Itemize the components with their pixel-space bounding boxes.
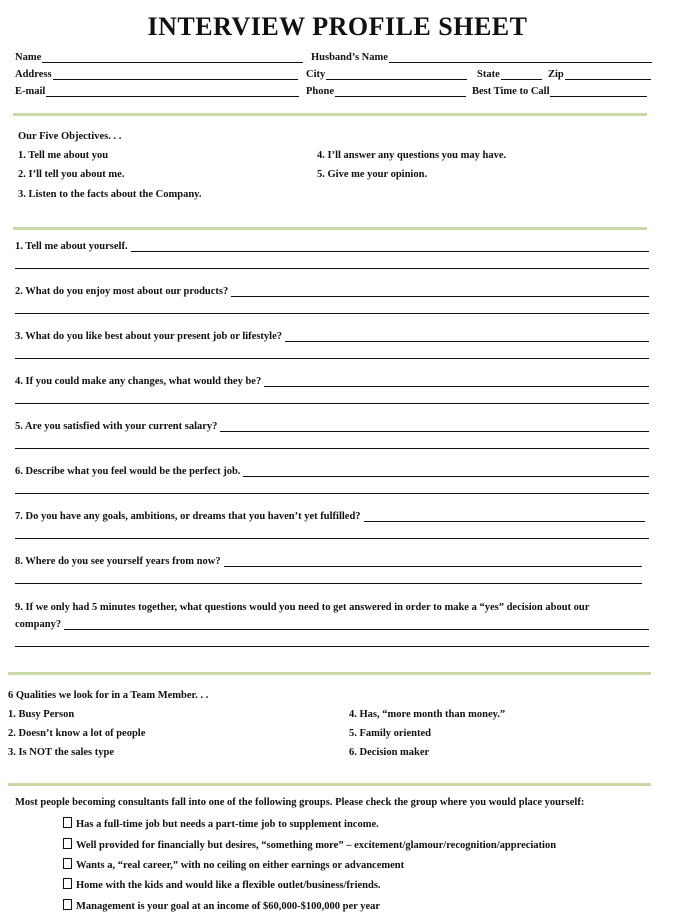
question-3-text: 3. What do you like best about your present job or lifestyle? [15,331,282,342]
group-option-5[interactable] [63,899,380,912]
objective-item: 1. Tell me about you [18,150,109,161]
name-line[interactable] [42,52,303,63]
email-label: E-mail [15,86,46,97]
city-line[interactable] [326,69,467,80]
answer-line[interactable] [15,493,649,494]
state-field[interactable] [477,69,542,80]
city-label: City [306,69,326,80]
group-option-4[interactable] [63,878,381,891]
answer-line[interactable] [231,286,649,297]
objectives-heading: Our Five Objectives. . . [18,131,122,142]
question-7[interactable] [15,511,645,522]
state-line[interactable] [501,69,542,80]
answer-line[interactable] [15,268,649,269]
answer-line[interactable] [243,466,649,477]
name-field[interactable] [15,52,303,63]
best-time-field[interactable] [472,86,647,97]
answer-line[interactable] [15,358,649,359]
group-option-label: Has a full-time job but needs a part-time job to supplement income. [76,819,379,830]
question-5-text: 5. Are you satisfied with your current salary? [15,421,218,432]
separator-2 [13,227,647,230]
husband-name-label: Husband’s Name [311,52,388,63]
groups-intro: Most people becoming consultants fall into one of the following groups. Please check the group where you would place yourself: [15,797,585,808]
question-9-text: 9. If we only had 5 minutes together, what questions would you need to get answered in order to make a “yes” decision about our [15,602,590,613]
question-1[interactable] [15,241,649,252]
checkbox[interactable] [63,878,72,889]
question-8[interactable] [15,556,642,567]
husband-name-line[interactable] [389,52,652,63]
zip-label: Zip [548,69,564,80]
quality-item: 4. Has, “more month than money.” [349,709,506,720]
answer-line[interactable] [15,646,649,647]
answer-line[interactable] [224,556,642,567]
answer-line[interactable] [264,376,649,387]
answer-line[interactable] [15,448,649,449]
group-option-label: Home with the kids and would like a flexible outlet/business/friends. [76,880,381,891]
separator-3 [8,672,651,675]
question-5[interactable] [15,421,649,432]
best-time-line[interactable] [550,86,647,97]
question-4-text: 4. If you could make any changes, what would they be? [15,376,262,387]
question-6-text: 6. Describe what you feel would be the perfect job. [15,466,241,477]
objective-item: 2. I’ll tell you about me. [18,169,125,180]
objective-item: 5. Give me your opinion. [317,169,428,180]
husband-name-field[interactable] [311,52,652,63]
zip-field[interactable] [548,69,651,80]
answer-line[interactable] [15,313,649,314]
question-8-text: 8. Where do you see yourself years from now? [15,556,221,567]
question-4[interactable] [15,376,649,387]
answer-line[interactable] [220,421,649,432]
page-title: INTERVIEW PROFILE SHEET [147,12,528,41]
answer-line[interactable] [15,403,649,404]
question-9-text-continued: company? [15,619,62,630]
separator-4 [8,783,651,786]
question-7-text: 7. Do you have any goals, ambitions, or dreams that you haven’t yet fulfilled? [15,511,361,522]
group-option-2[interactable] [63,838,556,851]
checkbox[interactable] [63,817,72,828]
question-1-text: 1. Tell me about yourself. [15,241,128,252]
phone-label: Phone [306,86,335,97]
name-label: Name [15,52,42,63]
objective-item: 3. Listen to the facts about the Company. [18,189,202,200]
city-field[interactable] [306,69,467,80]
answer-line[interactable] [15,583,642,584]
group-option-label: Management is your goal at an income of $60,000-$100,000 per year [76,901,381,912]
checkbox[interactable] [63,858,72,869]
quality-item: 3. Is NOT the sales type [8,747,114,758]
quality-item: 1. Busy Person [8,709,75,720]
checkbox[interactable] [63,838,72,849]
question-6[interactable] [15,466,649,477]
address-label: Address [15,69,52,80]
question-2-text: 2. What do you enjoy most about our products? [15,286,229,297]
question-2[interactable] [15,286,649,297]
objective-item: 4. I’ll answer any questions you may have. [317,150,507,161]
checkbox[interactable] [63,899,72,910]
group-option-label: Well provided for financially but desires, “something more” – excitement/glamour/recognition/appreciation [76,840,557,851]
separator-1 [13,113,647,116]
phone-line[interactable] [335,86,466,97]
zip-line[interactable] [565,69,651,80]
question-9[interactable] [15,619,649,630]
quality-item: 5. Family oriented [349,728,431,739]
best-time-label: Best Time to Call [472,86,550,97]
phone-field[interactable] [306,86,466,97]
group-option-1[interactable] [63,817,379,830]
email-field[interactable] [15,86,299,97]
answer-line[interactable] [285,331,649,342]
answer-line[interactable] [364,511,645,522]
state-label: State [477,69,500,80]
email-line[interactable] [46,86,299,97]
quality-item: 2. Doesn’t know a lot of people [8,728,146,739]
group-option-3[interactable] [63,858,404,871]
quality-item: 6. Decision maker [349,747,430,758]
group-option-label: Wants a, “real career,” with no ceiling on either earnings or advancement [76,860,405,871]
address-field[interactable] [15,69,298,80]
qualities-heading: 6 Qualities we look for in a Team Member. . . [8,690,209,701]
question-3[interactable] [15,331,649,342]
answer-line[interactable] [64,619,649,630]
address-line[interactable] [53,69,298,80]
answer-line[interactable] [131,241,649,252]
answer-line[interactable] [15,538,649,539]
